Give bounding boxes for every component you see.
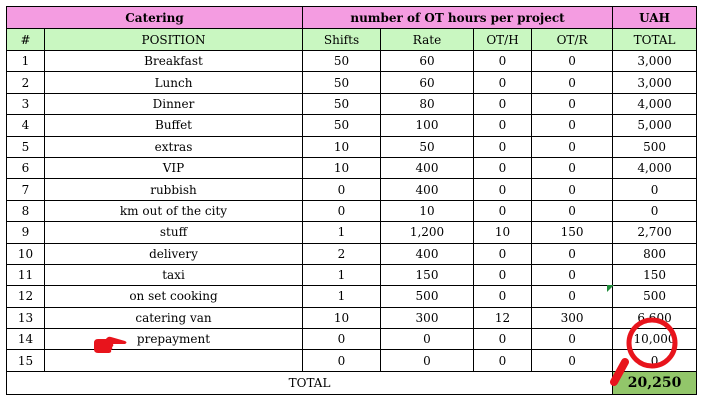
ot-hours-cell: 0 — [474, 93, 532, 114]
table-row — [7, 93, 697, 114]
col-rate-header: Rate — [381, 29, 474, 51]
shifts-cell: 50 — [303, 51, 381, 72]
table-row — [7, 115, 697, 136]
total-row — [7, 371, 697, 394]
table-row — [7, 307, 697, 328]
position-cell: rubbish — [45, 179, 303, 200]
table-row — [7, 286, 697, 307]
pointing-hand-icon — [92, 335, 128, 355]
row-number: 12 — [7, 286, 45, 307]
ot-rate-cell: 0 — [532, 264, 613, 285]
rate-cell: 300 — [381, 307, 474, 328]
position-cell: Lunch — [45, 72, 303, 93]
ot-hours-cell: 0 — [474, 243, 532, 264]
table-row — [7, 264, 697, 285]
ot-rate-cell: 0 — [532, 243, 613, 264]
position-cell: on set cooking — [45, 286, 303, 307]
ot-rate-cell: 0 — [532, 350, 613, 371]
row-number: 8 — [7, 200, 45, 221]
shifts-cell: 0 — [303, 329, 381, 350]
col-oth-header: OT/H — [474, 29, 532, 51]
ot-rate-cell: 0 — [532, 179, 613, 200]
position-cell: prepayment — [45, 329, 303, 350]
table-row — [7, 51, 697, 72]
ot-hours-cell: 0 — [474, 115, 532, 136]
ot-rate-cell: 0 — [532, 157, 613, 178]
table-body — [7, 7, 697, 372]
position-cell: km out of the city — [45, 200, 303, 221]
table-row — [7, 136, 697, 157]
row-number: 3 — [7, 93, 45, 114]
row-number: 15 — [7, 350, 45, 371]
total-cell: 3,000 — [613, 72, 697, 93]
ot-hours-header: number of OT hours per project — [303, 7, 613, 29]
row-number: 13 — [7, 307, 45, 328]
currency-header: UAH — [613, 7, 697, 29]
col-shifts-header: Shifts — [303, 29, 381, 51]
ot-rate-cell: 0 — [532, 51, 613, 72]
position-cell: Dinner — [45, 93, 303, 114]
rate-cell: 10 — [381, 200, 474, 221]
row-number: 6 — [7, 157, 45, 178]
shifts-cell: 10 — [303, 307, 381, 328]
rate-cell: 60 — [381, 51, 474, 72]
table-row — [7, 243, 697, 264]
total-cell: 4,000 — [613, 157, 697, 178]
position-cell: delivery — [45, 243, 303, 264]
grand-total-value: 20,250 — [613, 371, 697, 394]
rate-cell: 0 — [381, 350, 474, 371]
shifts-cell: 1 — [303, 264, 381, 285]
group-header-row — [7, 7, 697, 29]
ot-hours-cell: 0 — [474, 51, 532, 72]
total-cell: 2,700 — [613, 222, 697, 243]
position-cell: extras — [45, 136, 303, 157]
table-row — [7, 157, 697, 178]
total-cell: 3,000 — [613, 51, 697, 72]
col-num-header: # — [7, 29, 45, 51]
ot-hours-cell: 12 — [474, 307, 532, 328]
row-number: 10 — [7, 243, 45, 264]
shifts-cell: 1 — [303, 222, 381, 243]
total-cell: 500 — [613, 286, 697, 307]
ot-hours-cell: 0 — [474, 286, 532, 307]
position-cell: stuff — [45, 222, 303, 243]
cell-comment-marker — [607, 285, 614, 292]
row-number: 2 — [7, 72, 45, 93]
rate-cell: 150 — [381, 264, 474, 285]
shifts-cell: 0 — [303, 350, 381, 371]
total-cell: 6,600 — [613, 307, 697, 328]
ot-hours-cell: 0 — [474, 200, 532, 221]
row-number: 9 — [7, 222, 45, 243]
shifts-cell: 50 — [303, 115, 381, 136]
row-number: 11 — [7, 264, 45, 285]
col-position-header: POSITION — [45, 29, 303, 51]
rate-cell: 1,200 — [381, 222, 474, 243]
rate-cell: 400 — [381, 243, 474, 264]
total-cell: 5,000 — [613, 115, 697, 136]
row-number: 4 — [7, 115, 45, 136]
row-number: 14 — [7, 329, 45, 350]
ot-hours-cell: 0 — [474, 329, 532, 350]
table-row — [7, 200, 697, 221]
table-row — [7, 222, 697, 243]
total-cell: 0 — [613, 200, 697, 221]
ot-rate-cell: 0 — [532, 286, 613, 307]
position-cell: Buffet — [45, 115, 303, 136]
ot-rate-cell: 150 — [532, 222, 613, 243]
rate-cell: 500 — [381, 286, 474, 307]
total-cell: 800 — [613, 243, 697, 264]
table-row — [7, 179, 697, 200]
shifts-cell: 10 — [303, 136, 381, 157]
table-row — [7, 72, 697, 93]
ot-hours-cell: 0 — [474, 264, 532, 285]
ot-rate-cell: 0 — [532, 115, 613, 136]
shifts-cell: 50 — [303, 72, 381, 93]
shifts-cell: 0 — [303, 200, 381, 221]
magnifier-icon — [604, 312, 684, 390]
column-header-row — [7, 29, 697, 51]
total-cell: 0 — [613, 179, 697, 200]
ot-hours-cell: 0 — [474, 179, 532, 200]
total-cell: 10,000 — [613, 329, 697, 350]
row-number: 1 — [7, 51, 45, 72]
row-number: 5 — [7, 136, 45, 157]
total-cell: 500 — [613, 136, 697, 157]
shifts-cell: 2 — [303, 243, 381, 264]
rate-cell: 100 — [381, 115, 474, 136]
total-cell: 0 — [613, 350, 697, 371]
shifts-cell: 10 — [303, 157, 381, 178]
shifts-cell: 0 — [303, 179, 381, 200]
position-cell: VIP — [45, 157, 303, 178]
col-otr-header: OT/R — [532, 29, 613, 51]
ot-rate-cell: 0 — [532, 93, 613, 114]
ot-rate-cell: 300 — [532, 307, 613, 328]
position-cell: catering van — [45, 307, 303, 328]
col-total-header: TOTAL — [613, 29, 697, 51]
ot-rate-cell: 0 — [532, 72, 613, 93]
catering-header: Catering — [7, 7, 303, 29]
ot-rate-cell: 0 — [532, 136, 613, 157]
rate-cell: 60 — [381, 72, 474, 93]
ot-hours-cell: 10 — [474, 222, 532, 243]
total-cell: 4,000 — [613, 93, 697, 114]
shifts-cell: 50 — [303, 93, 381, 114]
ot-hours-cell: 0 — [474, 350, 532, 371]
ot-rate-cell: 0 — [532, 200, 613, 221]
row-number: 7 — [7, 179, 45, 200]
position-cell: Breakfast — [45, 51, 303, 72]
ot-hours-cell: 0 — [474, 157, 532, 178]
total-cell: 150 — [613, 264, 697, 285]
total-label: TOTAL — [7, 371, 613, 394]
rate-cell: 400 — [381, 157, 474, 178]
shifts-cell: 1 — [303, 286, 381, 307]
ot-hours-cell: 0 — [474, 72, 532, 93]
rate-cell: 80 — [381, 93, 474, 114]
rate-cell: 0 — [381, 329, 474, 350]
rate-cell: 50 — [381, 136, 474, 157]
ot-hours-cell: 0 — [474, 136, 532, 157]
position-cell — [45, 350, 303, 371]
rate-cell: 400 — [381, 179, 474, 200]
ot-rate-cell: 0 — [532, 329, 613, 350]
position-cell: taxi — [45, 264, 303, 285]
